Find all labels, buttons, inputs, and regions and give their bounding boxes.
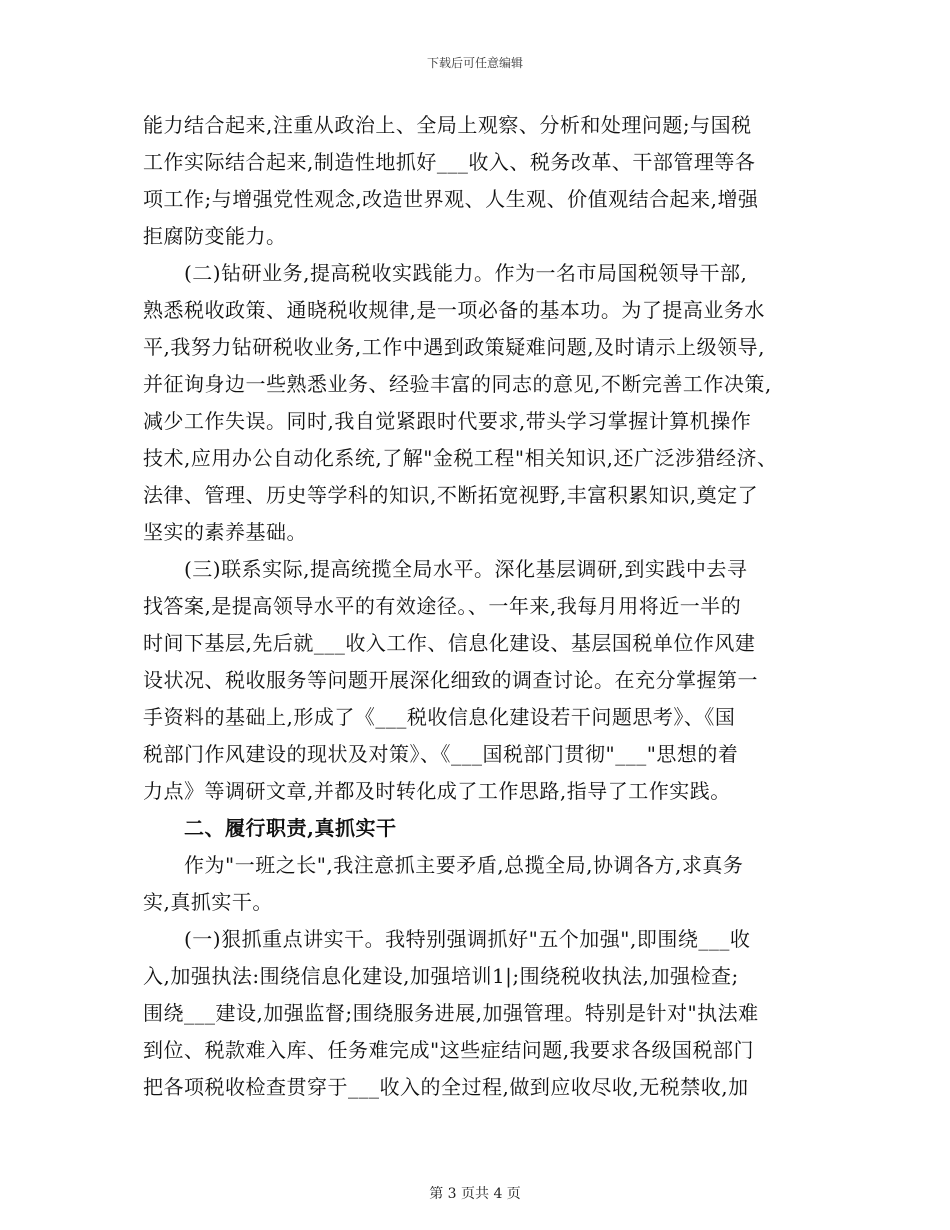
text-line: 并征询身边一些熟悉业务、经验丰富的同志的意见,不断完善工作决策, [143, 372, 772, 396]
text-line: (二)钻研业务,提高税收实践能力。作为一名市局国税领导干部, [184, 261, 748, 285]
text-line: 工作实际结合起来,制造性地抓好___收入、税务改革、干部管理等各 [143, 150, 756, 174]
text-line: 法律、管理、历史等学科的知识,不断拓宽视野,丰富积累知识,奠定了 [143, 483, 759, 507]
text-line: 入,加强执法:围绕信息化建设,加强培训1|;围绕税收执法,加强检查; [143, 964, 739, 988]
document-body [143, 107, 811, 1106]
text-line: 税部门作风建设的现状及对策》、《___国税部门贯彻"___"思想的着 [143, 742, 739, 766]
section-heading: 二、履行职责,真抓实干 [184, 816, 397, 840]
text-line: (三)联系实际,提高统揽全局水平。深化基层调研,到实践中去寻 [184, 557, 748, 581]
text-line: 把各项税收检查贯穿于___收入的全过程,做到应收尽收,无税禁收,加 [143, 1075, 749, 1099]
text-line: 实,真抓实干。 [143, 890, 273, 914]
text-line: 到位、税款难入库、任务难完成"这些症结问题,我要求各级国税部门 [143, 1038, 755, 1062]
text-line: 找答案,是提高领导水平的有效途径。、一年来,我每月用将近一半的 [143, 594, 742, 618]
text-line: 技术,应用办公自动化系统,了解"金税工程"相关知识,还广泛涉猎经济、 [143, 446, 778, 470]
text-line: 时间下基层,先后就___收入工作、信息化建设、基层国税单位作风建 [143, 631, 756, 655]
text-line: 围绕___建设,加强监督;围绕服务进展,加强管理。特别是针对"执法难 [143, 1001, 759, 1025]
text-line: (一)狠抓重点讲实干。我特别强调抓好"五个加强",即围绕___收 [184, 927, 751, 951]
text-line: 作为"一班之长",我注意抓主要矛盾,总揽全局,协调各方,求真务 [184, 853, 744, 877]
text-line: 能力结合起来,注重从政治上、全局上观察、分析和处理问题;与国税 [143, 113, 752, 137]
text-line: 力点》等调研文章,并都及时转化成了工作思路,指导了工作实践。 [143, 779, 731, 803]
text-line: 平,我努力钻研税收业务,工作中遇到政策疑难问题,及时请示上级领导, [143, 335, 765, 359]
text-line: 减少工作失误。同时,我自觉紧跟时代要求,带头学习掌握计算机操作 [143, 409, 752, 433]
text-line: 项工作;与增强党性观念,改造世界观、人生观、价值观结合起来,增强 [143, 187, 759, 211]
text-line: 熟悉税收政策、通晓税收规律,是一项必备的基本功。为了提高业务水 [143, 298, 765, 322]
page-footer: 第 3 页共 4 页 [429, 1186, 521, 1202]
text-line: 设状况、税收服务等问题开展深化细致的调查讨论。在充分掌握第一 [143, 668, 758, 692]
text-line: 手资料的基础上,形成了《___税收信息化建设若干问题思考》、《国 [143, 705, 736, 729]
text-line: 坚实的素养基础。 [143, 520, 307, 544]
text-line: 拒腐防变能力。 [143, 224, 287, 248]
page-header: 下载后可任意编辑 [426, 56, 523, 70]
